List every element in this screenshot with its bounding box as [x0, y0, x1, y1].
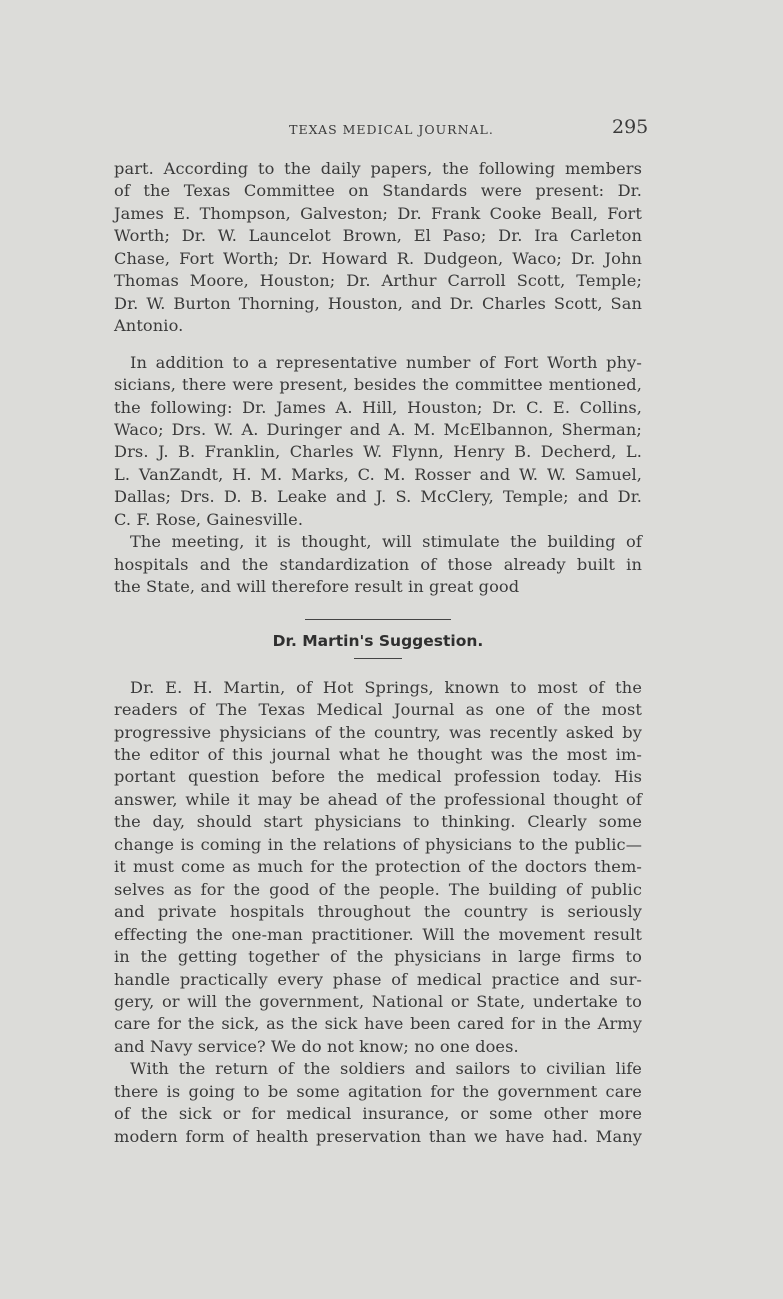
text-line: James E. Thompson, Galveston; Dr. Frank Cooke Beall, Fort: [114, 203, 642, 223]
text-line: Dr. W. Burton Thorning, Houston, and Dr. Charles Scott, San: [114, 293, 642, 313]
text-line: and Navy service? We do not know; no one does.: [114, 1036, 519, 1056]
running-head: [0, 116, 783, 143]
paragraph-standards-committee: [114, 158, 642, 338]
text-line: With the return of the soldiers and sailors to civilian life: [130, 1059, 642, 1079]
paragraph-meeting-outcome: [114, 531, 642, 598]
text-line: the editor of this journal what he thought was the most im-: [114, 744, 642, 764]
paragraph-attendees: [114, 352, 642, 532]
text-line: the following: Dr. James A. Hill, Houston; Dr. C. E. Collins,: [114, 397, 642, 417]
text-line: of the Texas Committee on Standards were present: Dr.: [114, 181, 642, 201]
text-line: Dr. E. H. Martin, of Hot Springs, known to most of the: [130, 677, 642, 697]
text-line: modern form of health preservation than we have had. Many: [114, 1126, 642, 1146]
text-line: Worth; Dr. W. Launcelot Brown, El Paso; Dr. Ira Carleton: [114, 226, 642, 246]
text-line: effecting the one-man practitioner. Will the movement result: [114, 924, 642, 944]
page-number: 295: [612, 116, 649, 138]
text-line: it must come as much for the protection of the doctors them-: [114, 857, 642, 877]
text-line: Waco; Drs. W. A. Duringer and A. M. McElbannon, Sherman;: [114, 419, 642, 439]
text-line: hospitals and the standardization of those already built in: [114, 554, 642, 574]
text-line: Thomas Moore, Houston; Dr. Arthur Carroll Scott, Temple;: [114, 271, 642, 291]
text-line: of the sick or for medical insurance, or some other more: [114, 1104, 642, 1124]
journal-name: TEXAS MEDICAL JOURNAL.: [289, 122, 494, 137]
text-line: Drs. J. B. Franklin, Charles W. Flynn, Henry B. Decherd, L.: [114, 442, 642, 462]
text-line: there is going to be some agitation for the government care: [114, 1081, 642, 1101]
paragraph-soldiers-return: [114, 1058, 642, 1148]
text-line: sicians, there were present, besides the committee mentioned,: [114, 375, 642, 395]
text-line: Dallas; Drs. D. B. Leake and J. S. McClery, Temple; and Dr.: [114, 487, 642, 507]
text-line: portant question before the medical profession today. His: [114, 767, 642, 787]
article-body: [114, 158, 642, 1148]
text-line: L. VanZandt, H. M. Marks, C. M. Rosser and W. W. Samuel,: [114, 464, 642, 484]
text-line: in the getting together of the physicians in large firms to: [114, 947, 642, 967]
text-line: answer, while it may be ahead of the professional thought of: [114, 789, 642, 809]
text-line: part. According to the daily papers, the following members: [114, 159, 642, 178]
text-line: C. F. Rose, Gainesville.: [114, 509, 304, 529]
text-line: selves as for the good of the people. The building of public: [114, 879, 642, 899]
text-line: change is coming in the relations of physicians to the public—: [114, 834, 642, 854]
section-heading: Dr. Martin's Suggestion.: [272, 631, 484, 650]
text-line: The meeting, it is thought, will stimulate the building of: [130, 532, 642, 552]
text-line: care for the sick, as the sick have been cared for in the Army: [114, 1014, 642, 1034]
paragraph-martin-suggestion: [114, 677, 642, 1059]
text-line: Chase, Fort Worth; Dr. Howard R. Dudgeon, Waco; Dr. John: [114, 248, 642, 268]
text-line: readers of The Texas Medical Journal as one of the most: [114, 700, 642, 720]
text-line: Antonio.: [114, 316, 184, 336]
text-line: progressive physicians of the country, was recently asked by: [114, 722, 642, 742]
text-line: In addition to a representative number of Fort Worth phy-: [130, 352, 642, 372]
text-line: gery, or will the government, National or State, undertake to: [114, 991, 642, 1011]
text-line: handle practically every phase of medical practice and sur-: [114, 969, 642, 989]
text-line: the State, and will therefore result in great good: [114, 577, 520, 597]
text-line: the day, should start physicians to thinking. Clearly some: [114, 812, 642, 832]
section-divider: [305, 619, 451, 620]
text-line: and private hospitals throughout the country is seriously: [114, 902, 642, 922]
